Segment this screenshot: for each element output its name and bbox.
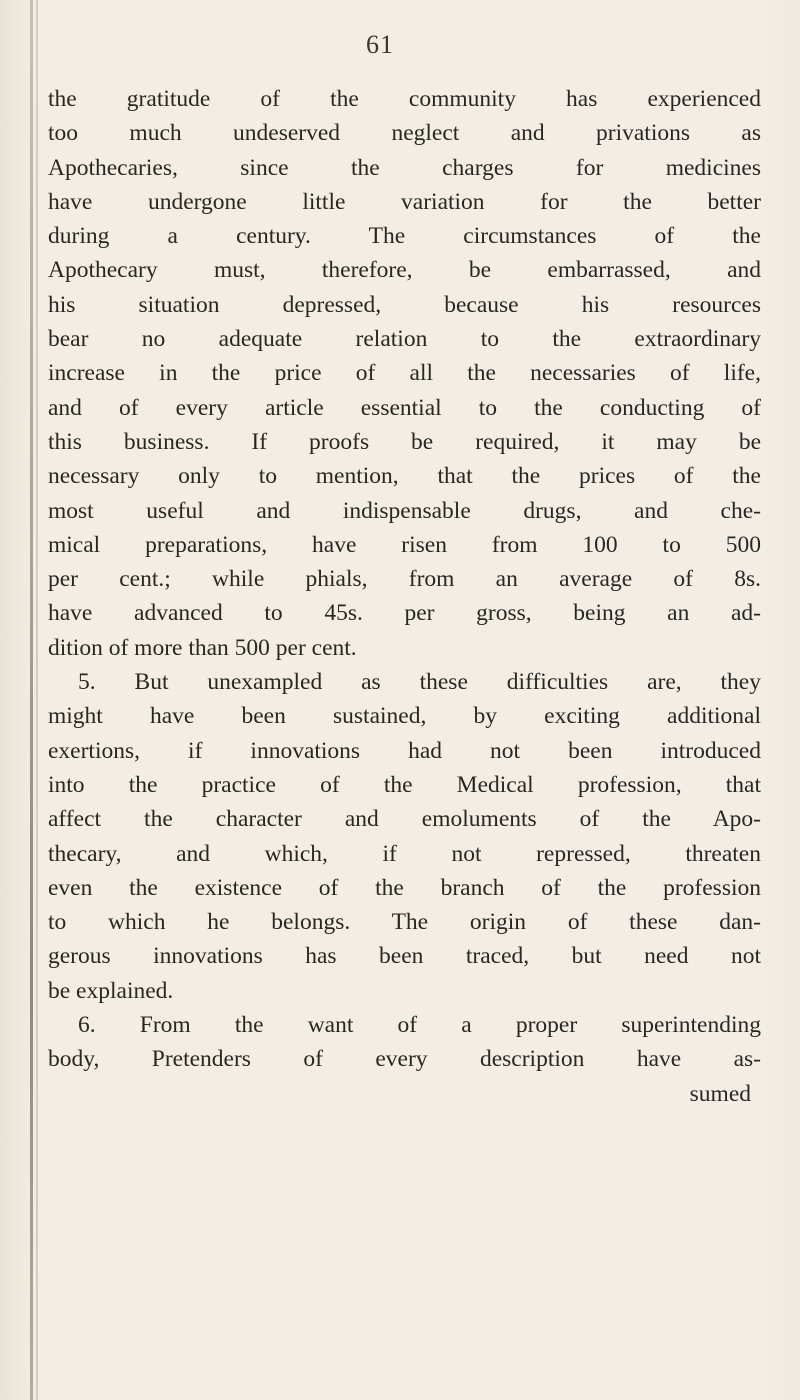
text-line: gerous innovations has been traced, but need not (48, 943, 761, 970)
binding-gutter-line (36, 0, 38, 1400)
text-line-paragraph-end: dition of more than 500 per cent. (48, 634, 357, 661)
text-line: thecary, and which, if not repressed, threaten (48, 840, 761, 867)
text-line: and of every article essential to the conducting of (48, 394, 761, 421)
binding-gutter-shadow (30, 0, 33, 1400)
text-line: even the existence of the branch of the profession (48, 874, 761, 901)
text-line: bear no adequate relation to the extraordinary (48, 326, 761, 353)
text-line-paragraph-start: 5. But unexampled as these difficulties are, they (78, 669, 761, 696)
text-line: his situation depressed, because his resources (48, 291, 761, 318)
text-line: increase in the price of all the necessaries of life, (48, 360, 761, 387)
text-line: most useful and indispensable drugs, and che- (48, 497, 761, 524)
text-line: body, Pretenders of every description have as- (48, 1046, 761, 1073)
text-line-paragraph-start: 6. From the want of a proper superintending (78, 1012, 761, 1039)
text-line: to which he belongs. The origin of these dan- (48, 909, 761, 936)
text-line: during a century. The circumstances of the (48, 223, 761, 250)
text-line: Apothecary must, therefore, be embarrassed, and (48, 257, 761, 284)
text-line: exertions, if innovations had not been introduced (48, 737, 761, 764)
text-line: Apothecaries, since the charges for medicines (48, 154, 761, 181)
text-line: have advanced to 45s. per gross, being an ad- (48, 600, 761, 627)
catchword: sumed (689, 1080, 751, 1107)
text-line: this business. If proofs be required, it may be (48, 428, 761, 455)
text-line-paragraph-end: be explained. (48, 977, 174, 1004)
text-line: have undergone little variation for the better (48, 188, 761, 215)
text-line: per cent.; while phials, from an average of 8s. (48, 566, 761, 593)
page-number: 61 (366, 30, 394, 59)
text-line: mical preparations, have risen from 100 to 500 (48, 531, 761, 558)
text-line: necessary only to mention, that the prices of the (48, 463, 761, 490)
text-line: might have been sustained, by exciting additional (48, 703, 761, 730)
text-line: affect the character and emoluments of the Apo- (48, 806, 761, 833)
body-text (48, 82, 761, 1111)
text-line: into the practice of the Medical profession, that (48, 771, 761, 798)
text-line: the gratitude of the community has experienced (48, 86, 761, 112)
text-line: too much undeserved neglect and privations as (48, 120, 761, 147)
